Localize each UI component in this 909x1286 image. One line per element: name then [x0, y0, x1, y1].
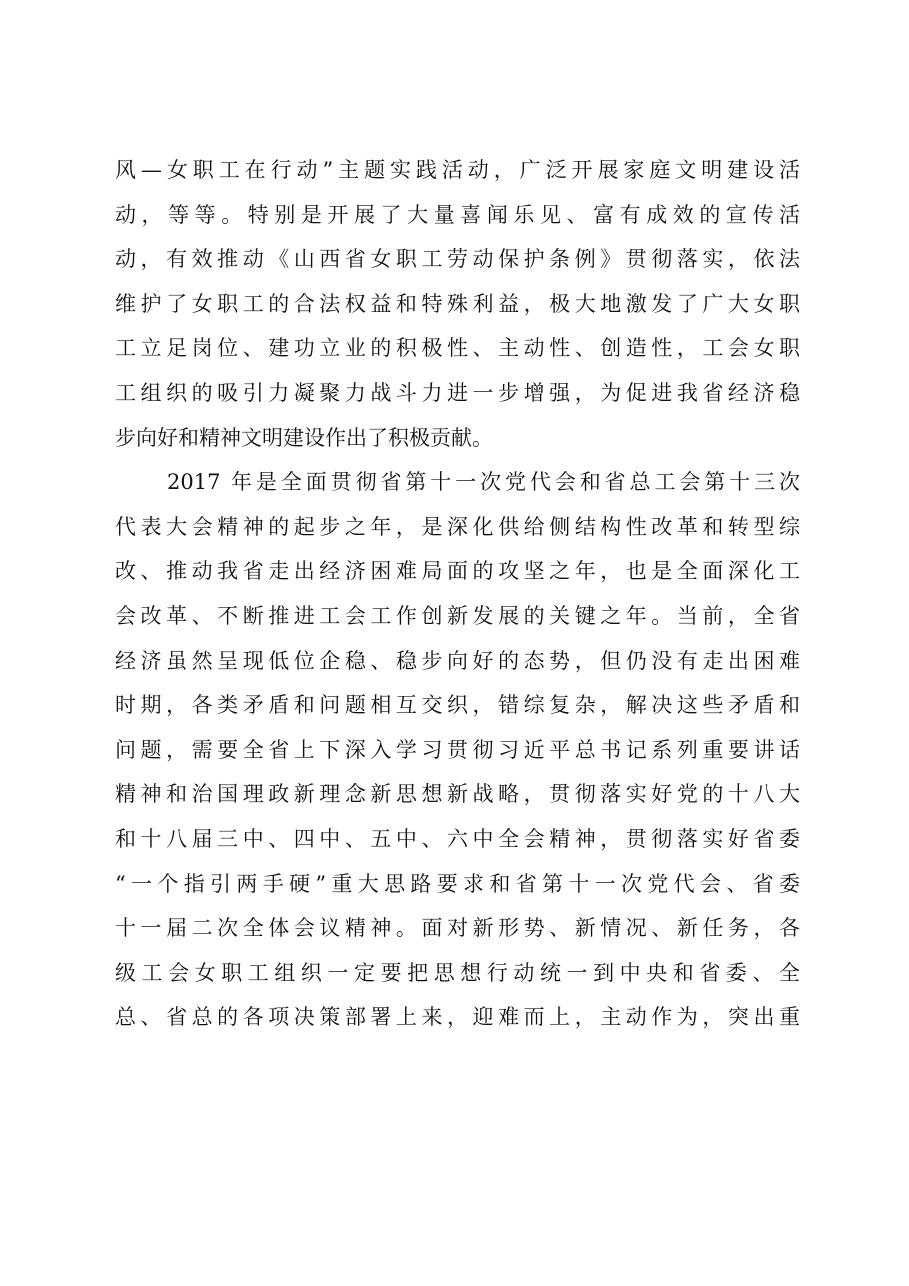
text-line: 精神和治国理政新理念新思想新战略，贯彻落实好党的十八大 — [115, 782, 800, 807]
text-line: 维护了女职工的合法权益和特殊利益，极大地激发了广大女职 — [115, 291, 800, 316]
text-line: 动，有效推动《山西省女职工劳动保护条例》贯彻落实，依法 — [115, 247, 800, 272]
text-line: 十一届二次全体会议精神。面对新形势、新情况、新任务，各 — [115, 916, 800, 941]
text-line: 工立足岗位、建功立业的积极性、主动性、创造性，工会女职 — [115, 336, 800, 361]
paragraph-2 — [115, 460, 800, 1040]
text-line: 总、省总的各项决策部署上来，迎难而上，主动作为，突出重 — [115, 1005, 800, 1030]
text-line: “一个指引两手硬”重大思路要求和省第十一次党代会、省委 — [115, 871, 800, 896]
text-line: 和十八届三中、四中、五中、六中全会精神，贯彻落实好省委 — [115, 826, 800, 851]
text-line: 级工会女职工组织一定要把思想行动统一到中央和省委、全 — [115, 960, 800, 985]
text-line: 经济虽然呈现低位企稳、稳步向好的态势，但仍没有走出困难 — [115, 648, 800, 673]
text-line: 时期，各类矛盾和问题相互交织，错综复杂，解决这些矛盾和 — [115, 693, 800, 718]
body-text — [115, 148, 800, 1040]
text-line: 代表大会精神的起步之年，是深化供给侧结构性改革和转型综 — [115, 514, 800, 539]
text-line: 步向好和精神文明建设作出了积极贡献。 — [115, 425, 493, 450]
text-line: 工组织的吸引力凝聚力战斗力进一步增强，为促进我省经济稳 — [115, 380, 800, 405]
text-line: 改、推动我省走出经济困难局面的攻坚之年，也是全面深化工 — [115, 559, 800, 584]
text-line: 2017 年是全面贯彻省第十一次党代会和省总工会第十三次 — [167, 470, 800, 495]
text-line: 动，等等。特别是开展了大量喜闻乐见、富有成效的宣传活 — [115, 202, 800, 227]
text-line: 会改革、不断推进工会工作创新发展的关键之年。当前，全省 — [115, 603, 800, 628]
paragraph-1 — [115, 148, 800, 460]
text-line: 风—女职工在行动”主题实践活动，广泛开展家庭文明建设活 — [115, 158, 800, 182]
text-line: 问题，需要全省上下深入学习贯彻习近平总书记系列重要讲话 — [115, 737, 800, 762]
